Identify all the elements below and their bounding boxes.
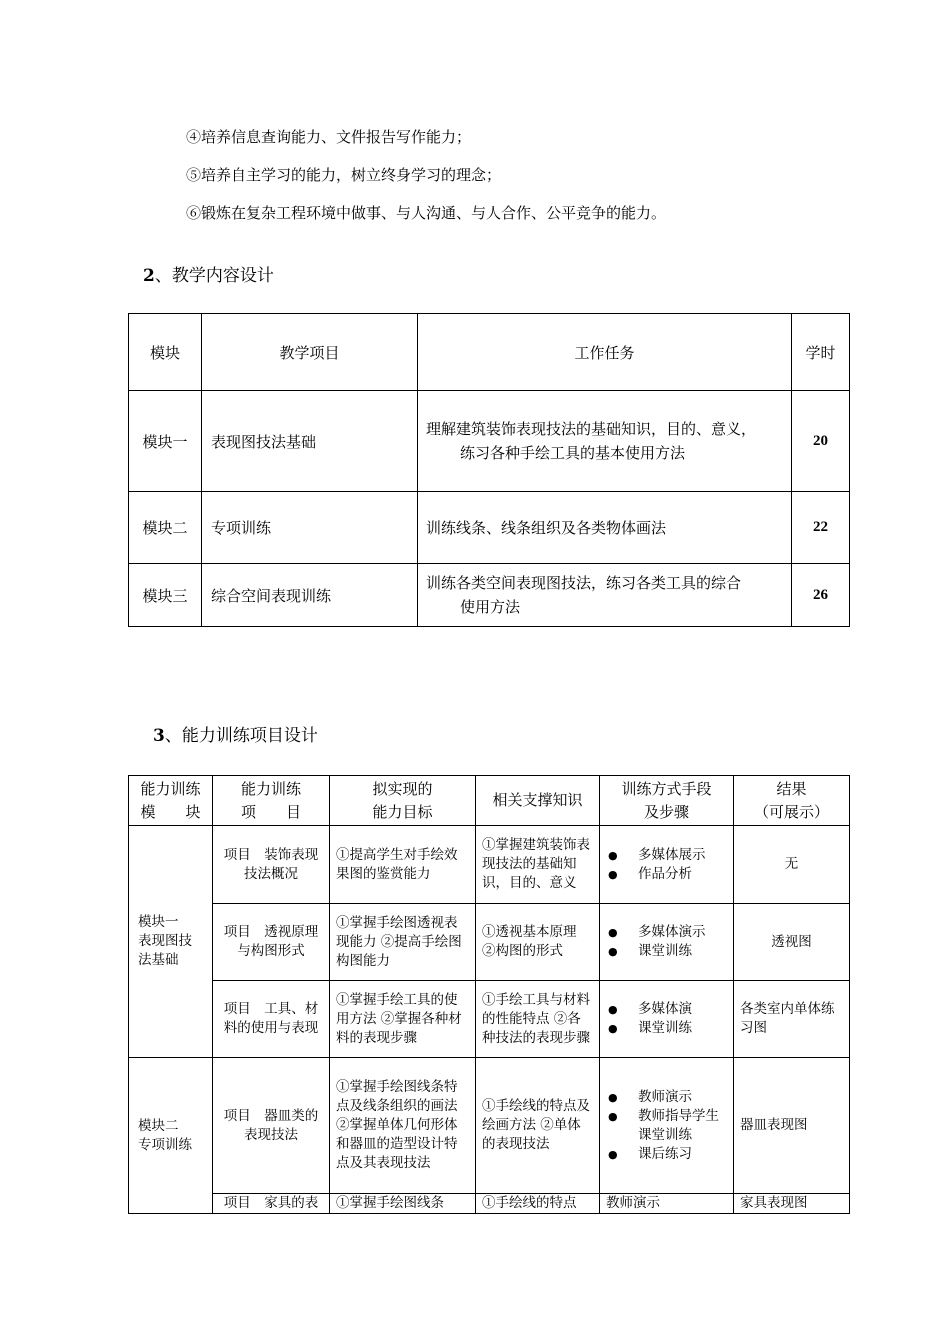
task-line: 训练各类空间表现图技法，练习各类工具的综合: [426, 574, 742, 592]
header-line: 能力目标: [372, 802, 433, 821]
module-cell: 模块二: [129, 492, 202, 564]
header-line: 项 目: [240, 802, 301, 821]
intro-line-5: ⑤培养自主学习的能力，树立终身学习的理念；: [186, 166, 502, 184]
project-cell: 综合空间表现训练: [202, 564, 418, 627]
intro-line-6: ⑥锻炼在复杂工程环境中做事、与人沟通、与人合作、公平竞争的能力。: [186, 204, 667, 222]
table-header-row: [129, 314, 850, 391]
header-cell: 工作任务: [418, 314, 792, 391]
header-cell: [129, 776, 213, 826]
header-cell: [330, 776, 476, 826]
module-line: 模块一: [138, 914, 179, 930]
goal-cell: ①掌握手绘工具的使用方法 ②掌握各种材料的表现步骤: [330, 981, 476, 1058]
table-row: [129, 492, 850, 564]
module-cell: 模块一: [129, 391, 202, 492]
methods-cell: 教师演示: [600, 1194, 734, 1214]
header-line: 训练方式手段: [621, 779, 712, 798]
task-cell: [418, 391, 792, 492]
goal-cell: ①提高学生对手绘效果图的鉴赏能力: [330, 826, 476, 904]
result-cell: 透视图: [734, 904, 850, 981]
methods-cell: [600, 1058, 734, 1194]
project-cell: 项目 家具的表: [213, 1194, 330, 1214]
module-line: 表现图技法基础: [138, 933, 192, 968]
header-line: 及步骤: [643, 802, 689, 821]
knowledge-cell: ①手绘线的特点: [476, 1194, 600, 1214]
result-cell: 无: [734, 826, 850, 904]
hours-cell: 26: [792, 564, 850, 627]
ability-training-table: [128, 775, 850, 1214]
task-cell: 训练线条、线条组织及各类物体画法: [418, 492, 792, 564]
project-cell: 表现图技法基础: [202, 391, 418, 492]
method-item: ● 多媒体展示: [604, 846, 729, 865]
result-cell: 器皿表现图: [734, 1058, 850, 1194]
header-line: 能力训练: [240, 779, 301, 798]
task-line: 理解建筑装饰表现技法的基础知识，目的、意义，: [426, 420, 757, 438]
section-3-heading: [153, 721, 318, 746]
header-cell: 模块: [129, 314, 202, 391]
knowledge-cell: ①手绘工具与材料的性能特点 ②各种技法的表现步骤: [476, 981, 600, 1058]
knowledge-cell: ①掌握建筑装饰表现技法的基础知识，目的、意义: [476, 826, 600, 904]
header-cell: 相关支撑知识: [476, 776, 600, 826]
table-row: [129, 1194, 850, 1214]
method-item: ● 课堂训练: [604, 1019, 729, 1038]
project-cell: 项目 器皿类的表现技法: [213, 1058, 330, 1194]
goal-cell: ①掌握手绘图线条: [330, 1194, 476, 1214]
table-row: [129, 904, 850, 981]
hours-cell: 22: [792, 492, 850, 564]
section-2-heading: [143, 261, 274, 286]
method-item: ● 作品分析: [604, 865, 729, 884]
method-item: ● 课后练习: [604, 1145, 729, 1164]
table-row: [129, 564, 850, 627]
module-cell: [129, 826, 213, 1058]
header-cell: 学时: [792, 314, 850, 391]
goal-cell: ①掌握手绘图线条特点及线条组织的画法 ②掌握单体几何形体和器皿的造型设计特点及其表现技法: [330, 1058, 476, 1194]
table-row: [129, 1058, 850, 1194]
method-item: ● 多媒体演示: [604, 923, 729, 942]
task-line: 使用方法: [460, 598, 521, 616]
project-cell: 项目 透视原理与构图形式: [213, 904, 330, 981]
header-line: 拟实现的: [372, 779, 433, 798]
section-2-number: 2: [143, 266, 155, 286]
project-cell: 项目 工具、材料的使用与表现: [213, 981, 330, 1058]
table-row: [129, 981, 850, 1058]
methods-cell: [600, 826, 734, 904]
section-3-title: 、能力训练项目设计: [164, 726, 318, 746]
section-2-title: 、教学内容设计: [154, 266, 274, 286]
methods-cell: [600, 904, 734, 981]
method-item: ● 多媒体演: [604, 1000, 729, 1019]
knowledge-cell: ①透视基本原理 ②构图的形式: [476, 904, 600, 981]
table-row: [129, 826, 850, 904]
hours-cell: 20: [792, 391, 850, 492]
task-cell: [418, 564, 792, 627]
method-item: ● 教师指导学生课堂训练: [604, 1107, 729, 1145]
header-cell: 教学项目: [202, 314, 418, 391]
header-cell: [600, 776, 734, 826]
project-cell: 专项训练: [202, 492, 418, 564]
result-cell: 家具表现图: [734, 1194, 850, 1214]
module-cell: 模块三: [129, 564, 202, 627]
task-line: 练习各种手绘工具的基本使用方法: [460, 444, 686, 462]
header-line: 模 块: [140, 802, 201, 821]
header-line: （可展示）: [753, 802, 829, 821]
goal-cell: ①掌握手绘图透视表现能力 ②提高手绘图构图能力: [330, 904, 476, 981]
intro-line-4: ④培养信息查询能力、文件报告写作能力；: [186, 128, 472, 146]
table-header-row: [129, 776, 850, 826]
method-item: ● 课堂训练: [604, 942, 729, 961]
module-line: 模块二: [138, 1117, 179, 1134]
knowledge-cell: ①手绘线的特点及绘画方法 ②单体的表现技法: [476, 1058, 600, 1194]
module-line: 专项训练: [138, 1136, 192, 1153]
table-row: [129, 391, 850, 492]
methods-cell: [600, 981, 734, 1058]
method-item: ● 教师演示: [604, 1088, 729, 1107]
project-cell: 项目 装饰表现技法概况: [213, 826, 330, 904]
result-cell: 各类室内单体练习图: [734, 981, 850, 1058]
header-line: 能力训练: [140, 779, 201, 798]
header-line: 结果: [776, 779, 807, 798]
section-3-number: 3: [153, 726, 165, 746]
teaching-content-table: [128, 313, 850, 627]
module-cell: [129, 1058, 213, 1214]
header-cell: [213, 776, 330, 826]
header-cell: [734, 776, 850, 826]
